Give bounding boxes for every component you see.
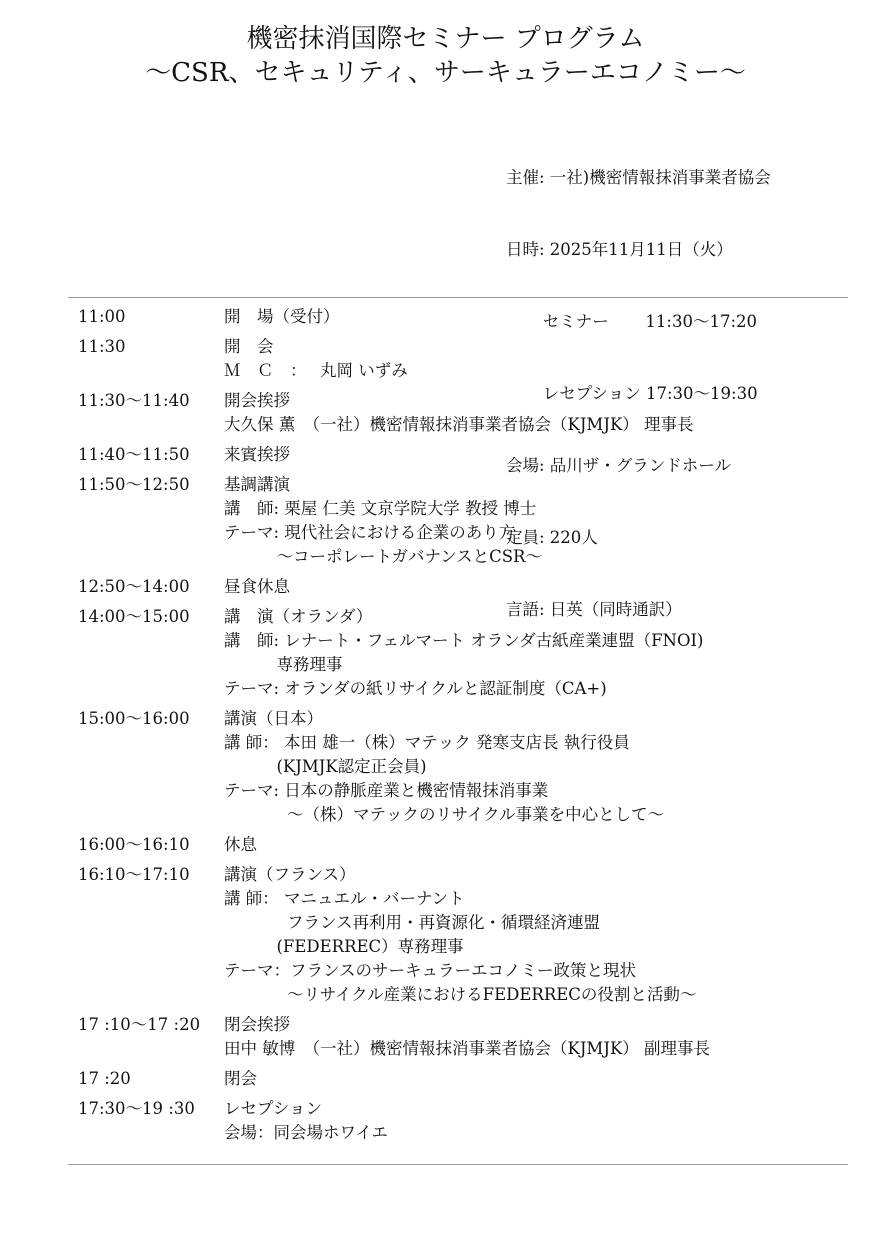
schedule-time: 16:10～17:10 [78, 865, 190, 884]
title-line-1: 機密抹消国際セミナー プログラム [246, 24, 645, 54]
schedule-content [224, 575, 858, 599]
schedule-content [224, 863, 858, 1007]
schedule-line: 講 師： 本田 雄一（株）マテック 発寒支店長 執行役員 [224, 733, 630, 752]
title-line-2: ～CSR、セキュリティ、サーキュラーエコノミー～ [145, 58, 746, 88]
schedule-line: 閉会 [224, 1069, 257, 1088]
schedule-time: 14:00～15:00 [78, 607, 190, 626]
schedule-time: 15:00～16:00 [78, 709, 190, 728]
schedule-row [78, 575, 858, 599]
schedule-line: レセプション [224, 1099, 323, 1118]
schedule-time: 11:30～11:40 [78, 391, 190, 410]
schedule-line: 講 師: 栗屋 仁美 文京学院大学 教授 博士 [224, 499, 537, 518]
schedule-content [224, 833, 858, 857]
schedule-content [224, 707, 858, 827]
schedule-time: 12:50～14:00 [78, 577, 190, 596]
schedule-line: フランス再利用・再資源化・循環経済連盟 [224, 913, 600, 932]
schedule-time: 16:00～16:10 [78, 835, 190, 854]
info-seminar-time: セミナー 11:30～17:20 [506, 312, 758, 331]
schedule-line: 講演（日本） [224, 709, 323, 728]
schedule-line: テーマ: 現代社会における企業のあり方 [224, 523, 516, 542]
schedule-row [78, 305, 858, 329]
schedule-line: 休息 [224, 835, 257, 854]
schedule-line: 開 会 [224, 337, 274, 356]
schedule-line: テーマ: 日本の静脈産業と機密情報抹消事業 [224, 781, 549, 800]
schedule-row [78, 389, 858, 437]
schedule-line: (KJMJK認定正会員) [224, 757, 427, 776]
schedule-row [78, 473, 858, 569]
info-language: 言語: 日英（同時通訳） [506, 600, 682, 619]
schedule-time: 17 :20 [78, 1069, 131, 1088]
schedule-content [224, 389, 858, 437]
schedule-line: 専務理事 [224, 655, 343, 674]
schedule-line: テーマ: オランダの紙リサイクルと認証制度（CA+) [224, 679, 607, 698]
schedule-line: テーマ：フランスのサーキュラーエコノミー政策と現状 [224, 961, 637, 980]
info-reception-time: レセプション 17:30～19:30 [506, 384, 758, 403]
schedule-row [78, 1067, 858, 1091]
schedule-line: ～（株）マテックのリサイクル事業を中心として～ [224, 805, 665, 824]
schedule-row [78, 707, 858, 827]
schedule-row [78, 605, 858, 701]
page-title [0, 22, 891, 90]
schedule-time: 17 :10～17 :20 [78, 1015, 201, 1034]
schedule-content [224, 305, 858, 329]
bottom-divider [68, 1164, 848, 1165]
schedule-line: (FEDERREC）専務理事 [224, 937, 464, 956]
schedule-line: 田中 敏博 （一社）機密情報抹消事業者協会（KJMJK） 副理事長 [224, 1039, 711, 1058]
schedule-time: 11:00 [78, 307, 126, 326]
schedule-content [224, 443, 858, 467]
top-divider [68, 297, 848, 298]
schedule-time: 11:40～11:50 [78, 445, 190, 464]
schedule-line: 会場：同会場ホワイエ [224, 1123, 388, 1142]
schedule-time: 11:30 [78, 337, 126, 356]
schedule-line: 講 師: レナート・フェルマート オランダ古紙産業連盟（FNOI) [224, 631, 704, 650]
schedule-line: 開 場（受付） [224, 307, 340, 326]
schedule-row [78, 833, 858, 857]
schedule-line: 講 師： マニュエル・バーナント [224, 889, 465, 908]
schedule-line: ～リサイクル産業におけるFEDERRECの役割と活動～ [224, 985, 697, 1004]
schedule-content [224, 605, 858, 701]
schedule-line: 講演（フランス） [224, 865, 356, 884]
info-venue: 会場: 品川ザ・グランドホール [506, 456, 731, 475]
schedule-row [78, 443, 858, 467]
schedule-row [78, 335, 858, 383]
schedule-line: 来賓挨拶 [224, 445, 290, 464]
schedule-line: 基調講演 [224, 475, 290, 494]
info-capacity: 定員: 220人 [506, 528, 598, 547]
schedule-content [224, 1013, 858, 1061]
schedule-content [224, 335, 858, 383]
schedule-content [224, 1097, 858, 1145]
schedule-table [78, 305, 858, 1151]
schedule-line: 大久保 薫 （一社）機密情報抹消事業者協会（KJMJK） 理事長 [224, 415, 694, 434]
schedule-line: Ｍ Ｃ ： 丸岡 いずみ [224, 361, 408, 380]
schedule-line: 閉会挨拶 [224, 1015, 290, 1034]
schedule-line: 昼食休息 [224, 577, 290, 596]
schedule-line: 講 演（オランダ） [224, 607, 373, 626]
schedule-row [78, 1013, 858, 1061]
info-datetime: 日時: 2025年11月11日（火） [506, 240, 733, 259]
schedule-row [78, 863, 858, 1007]
schedule-content [224, 473, 858, 569]
schedule-line: ～コーポレートガバナンスとCSR～ [224, 547, 542, 566]
schedule-line: 開会挨拶 [224, 391, 290, 410]
schedule-time: 17:30～19 :30 [78, 1099, 195, 1118]
info-host: 主催: 一社)機密情報抹消事業者協会 [506, 168, 771, 187]
schedule-time: 11:50～12:50 [78, 475, 190, 494]
schedule-row [78, 1097, 858, 1145]
schedule-content [224, 1067, 858, 1091]
